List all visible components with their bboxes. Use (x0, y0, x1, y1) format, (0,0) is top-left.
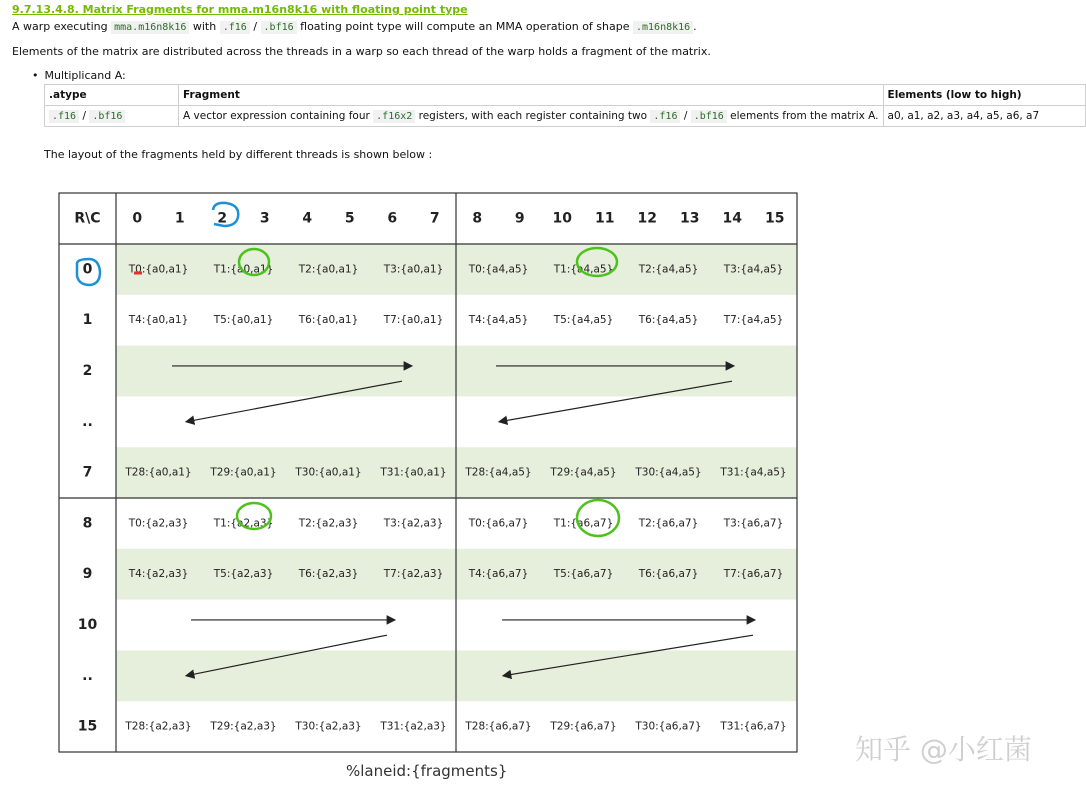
fragment-cell: T0:{a6,a7} (468, 517, 529, 530)
column-index-label: 3 (259, 210, 270, 227)
fragment-cell: T5:{a0,a1} (213, 314, 274, 327)
fragment-cell: T1:{a4,a5} (553, 263, 614, 276)
fragment-cell: T31:{a0,a1} (380, 466, 447, 479)
column-index-label: 12 (637, 210, 657, 227)
corner-label: R\C (74, 210, 101, 227)
intro-text: A warp executing (12, 20, 108, 33)
header-fragment: Fragment (179, 85, 884, 106)
code-bf16: .bf16 (261, 21, 297, 34)
cell-elements: a0, a1, a2, a3, a4, a5, a6, a7 (883, 106, 1085, 127)
column-index-label: 10 (552, 210, 572, 227)
fragment-cell: T30:{a0,a1} (295, 466, 362, 479)
fragment-cell: T1:{a2,a3} (213, 517, 274, 530)
fragment-cell: T30:{a2,a3} (295, 720, 362, 733)
fragment-cell: T7:{a4,a5} (723, 314, 784, 327)
intro-text: floating point type will compute an MMA operation of shape (300, 20, 630, 33)
layout-intro: The layout of the fragments held by different threads is shown below : (44, 148, 433, 161)
header-atype: .atype (45, 85, 179, 106)
fragment-cell: T3:{a4,a5} (723, 263, 784, 276)
fragment-cell: T28:{a4,a5} (465, 466, 532, 479)
figure-caption: %laneid:{fragments} (346, 762, 508, 780)
column-index-label: 14 (722, 210, 742, 227)
fragment-cell: T0:{a0,a1} (128, 263, 189, 276)
header-elements: Elements (low to high) (883, 85, 1085, 106)
row-index-label: 8 (82, 515, 93, 532)
fragment-cell: T5:{a6,a7} (553, 568, 614, 581)
row-index-label: 7 (82, 464, 93, 481)
fragment-text: elements from the matrix A. (730, 110, 879, 122)
fragment-cell: T5:{a4,a5} (553, 314, 614, 327)
fragment-cell: T4:{a4,a5} (468, 314, 529, 327)
fragment-cell: T1:{a6,a7} (553, 517, 614, 530)
fragment-cell: T7:{a0,a1} (383, 314, 444, 327)
fragment-cell: T0:{a2,a3} (128, 517, 189, 530)
fragment-cell: T31:{a6,a7} (720, 720, 787, 733)
fragment-cell: T29:{a0,a1} (210, 466, 277, 479)
fragment-cell: T6:{a6,a7} (638, 568, 699, 581)
code-f16x2: .f16x2 (373, 110, 415, 123)
column-index-label: 1 (174, 210, 185, 227)
fragment-cell: T4:{a0,a1} (128, 314, 189, 327)
fragment-text: A vector expression containing four (183, 110, 370, 122)
fragment-cell: T7:{a2,a3} (383, 568, 444, 581)
fragment-cell: T28:{a0,a1} (125, 466, 192, 479)
code-bf16: .bf16 (691, 110, 727, 123)
code-bf16: .bf16 (89, 110, 125, 123)
code-mma-shape: mma.m16n8k16 (111, 21, 189, 34)
code-f16: .f16 (650, 110, 680, 123)
fragment-cell: T2:{a4,a5} (638, 263, 699, 276)
row-index-label: 2 (82, 363, 93, 379)
multiplicand-bullet: • Multiplicand A: (32, 69, 126, 82)
fragment-cell: T6:{a2,a3} (298, 568, 359, 581)
fragment-cell: T30:{a4,a5} (635, 466, 702, 479)
column-index-label: 8 (472, 210, 483, 227)
fragment-cell: T31:{a4,a5} (720, 466, 787, 479)
column-index-label: 4 (302, 210, 313, 227)
column-index-label: 7 (429, 210, 440, 227)
fragment-cell: T2:{a2,a3} (298, 517, 359, 530)
fragment-cell: T28:{a2,a3} (125, 720, 192, 733)
code-f16: .f16 (220, 21, 250, 34)
row-index-label: 1 (82, 312, 93, 329)
row-index-label: 9 (82, 566, 93, 583)
row-index-label: 0 (82, 261, 93, 278)
column-index-label: 11 (595, 210, 615, 227)
code-shape: .m16n8k16 (633, 21, 693, 34)
fragment-cell: T3:{a0,a1} (383, 263, 444, 276)
watermark: 知乎 @小红菌 (855, 733, 1032, 766)
separator: / (683, 110, 688, 122)
fragment-cell: T7:{a6,a7} (723, 568, 784, 581)
fragment-cell: T4:{a6,a7} (468, 568, 529, 581)
fragment-cell: T4:{a2,a3} (128, 568, 189, 581)
fragment-cell: T29:{a4,a5} (550, 466, 617, 479)
column-index-label: 0 (132, 210, 143, 227)
column-index-label: 15 (765, 210, 785, 227)
row-index-label: .. (82, 413, 93, 430)
column-index-label: 9 (514, 210, 525, 227)
section-heading-link[interactable]: 9.7.13.4.8. Matrix Fragments for mma.m16n8k16 with floating point type (12, 3, 468, 16)
row-index-label: .. (82, 667, 93, 684)
column-index-label: 5 (344, 210, 355, 227)
intro-text: with (192, 20, 217, 33)
distribution-paragraph: Elements of the matrix are distributed across the threads in a warp so each thread of the warp holds a fragment of the matrix. (12, 45, 711, 58)
fragment-cell: T3:{a6,a7} (723, 517, 784, 530)
row-index-label: 10 (77, 617, 98, 633)
fragment-cell: T2:{a6,a7} (638, 517, 699, 530)
fragment-cell: T28:{a6,a7} (465, 720, 532, 733)
fragment-cell: T6:{a0,a1} (298, 314, 359, 327)
row-index-label: 15 (77, 718, 98, 735)
fragment-cell: T1:{a0,a1} (213, 263, 274, 276)
fragment-cell: T3:{a2,a3} (383, 517, 444, 530)
separator: / (82, 110, 86, 122)
column-index-label: 6 (387, 210, 398, 227)
fragment-cell: T29:{a2,a3} (210, 720, 277, 733)
code-f16: .f16 (49, 110, 79, 123)
fragment-cell: T30:{a6,a7} (635, 720, 702, 733)
fragment-cell: T6:{a4,a5} (638, 314, 699, 327)
column-index-label: 13 (680, 210, 700, 227)
fragment-text: registers, with each register containing two (418, 110, 648, 122)
fragment-cell: T2:{a0,a1} (298, 263, 359, 276)
fragment-cell: T29:{a6,a7} (550, 720, 617, 733)
intro-text: . (693, 20, 697, 33)
fragment-cell: T0:{a4,a5} (468, 263, 529, 276)
intro-text: / (253, 20, 258, 33)
column-index-label: 2 (217, 210, 228, 227)
fragment-cell: T5:{a2,a3} (213, 568, 274, 581)
fragment-cell: T31:{a2,a3} (380, 720, 447, 733)
